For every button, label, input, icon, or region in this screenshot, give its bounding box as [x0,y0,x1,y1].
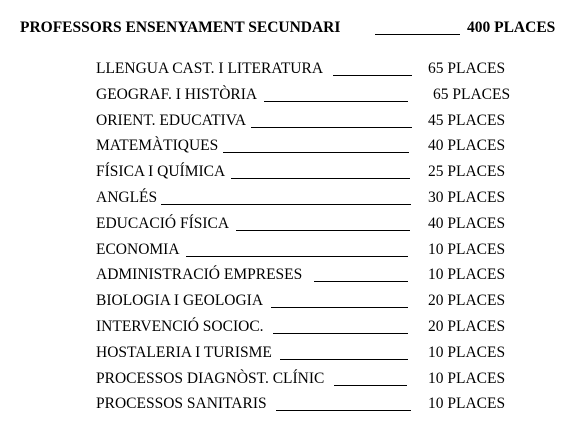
document-header [20,19,556,39]
header-total-places: 400 PLACES [467,19,556,36]
header-title: PROFESSORS ENSENYAMENT SECUNDARI [20,19,341,36]
list-item [96,292,526,318]
fill-line [251,127,412,128]
subject-name: PROCESSOS DIAGNÒST. CLÍNIC [96,369,325,387]
list-item [96,241,526,267]
list-item [96,266,526,292]
list-item [96,215,526,241]
subject-places: 25 PLACES [428,163,506,181]
subject-name: PROCESSOS SANITARIS [96,395,267,413]
fill-line [276,410,411,411]
subject-name: ANGLÉS [96,188,158,206]
subject-places: 20 PLACES [428,317,506,335]
subject-name: ADMINISTRACIÓ EMPRESES [96,266,303,284]
subject-list [96,60,526,421]
subject-places: 20 PLACES [428,292,506,310]
subject-name: HOSTALERIA I TURISME [96,343,272,361]
subject-places: 40 PLACES [428,137,506,155]
subject-places: 10 PLACES [428,395,506,413]
fill-line [264,101,408,102]
subject-places: 10 PLACES [428,343,506,361]
subject-name: EDUCACIÓ FÍSICA [96,214,230,232]
fill-line [231,178,410,179]
list-item [96,344,526,370]
list-item [96,137,526,163]
list-item [96,163,526,189]
fill-line [186,256,408,257]
subject-places: 65 PLACES [428,60,506,77]
fill-line [334,385,407,386]
subject-places: 40 PLACES [428,214,506,232]
subject-name: BIOLOGIA I GEOLOGIA [96,292,264,310]
list-item [96,318,526,344]
fill-line [333,75,412,76]
subject-places: 45 PLACES [428,111,506,129]
fill-line [273,333,408,334]
fill-line [236,230,410,231]
subject-name: ECONOMIA [96,240,180,258]
subject-name: FÍSICA I QUÍMICA [96,163,226,181]
subject-places: 10 PLACES [428,240,506,258]
subject-places: 65 PLACES [433,85,511,103]
list-item [96,370,526,396]
subject-name: MATEMÀTIQUES [96,137,219,155]
fill-line [223,152,409,153]
fill-line [161,204,411,205]
list-item [96,60,526,86]
subject-name: GEOGRAF. I HISTÒRIA [96,85,258,103]
fill-line [280,359,408,360]
subject-name: ORIENT. EDUCATIVA [96,111,247,129]
list-item [96,395,526,421]
subject-places: 10 PLACES [428,266,506,284]
list-item [96,189,526,215]
list-item [96,112,526,138]
list-item [96,86,526,112]
header-fill-line [375,34,460,35]
subject-places: 10 PLACES [428,369,506,387]
subject-name: LLENGUA CAST. I LITERATURA [96,60,324,77]
subject-name: INTERVENCIÓ SOCIOC. [96,317,264,335]
subject-places: 30 PLACES [428,188,506,206]
fill-line [314,281,408,282]
fill-line [271,307,408,308]
